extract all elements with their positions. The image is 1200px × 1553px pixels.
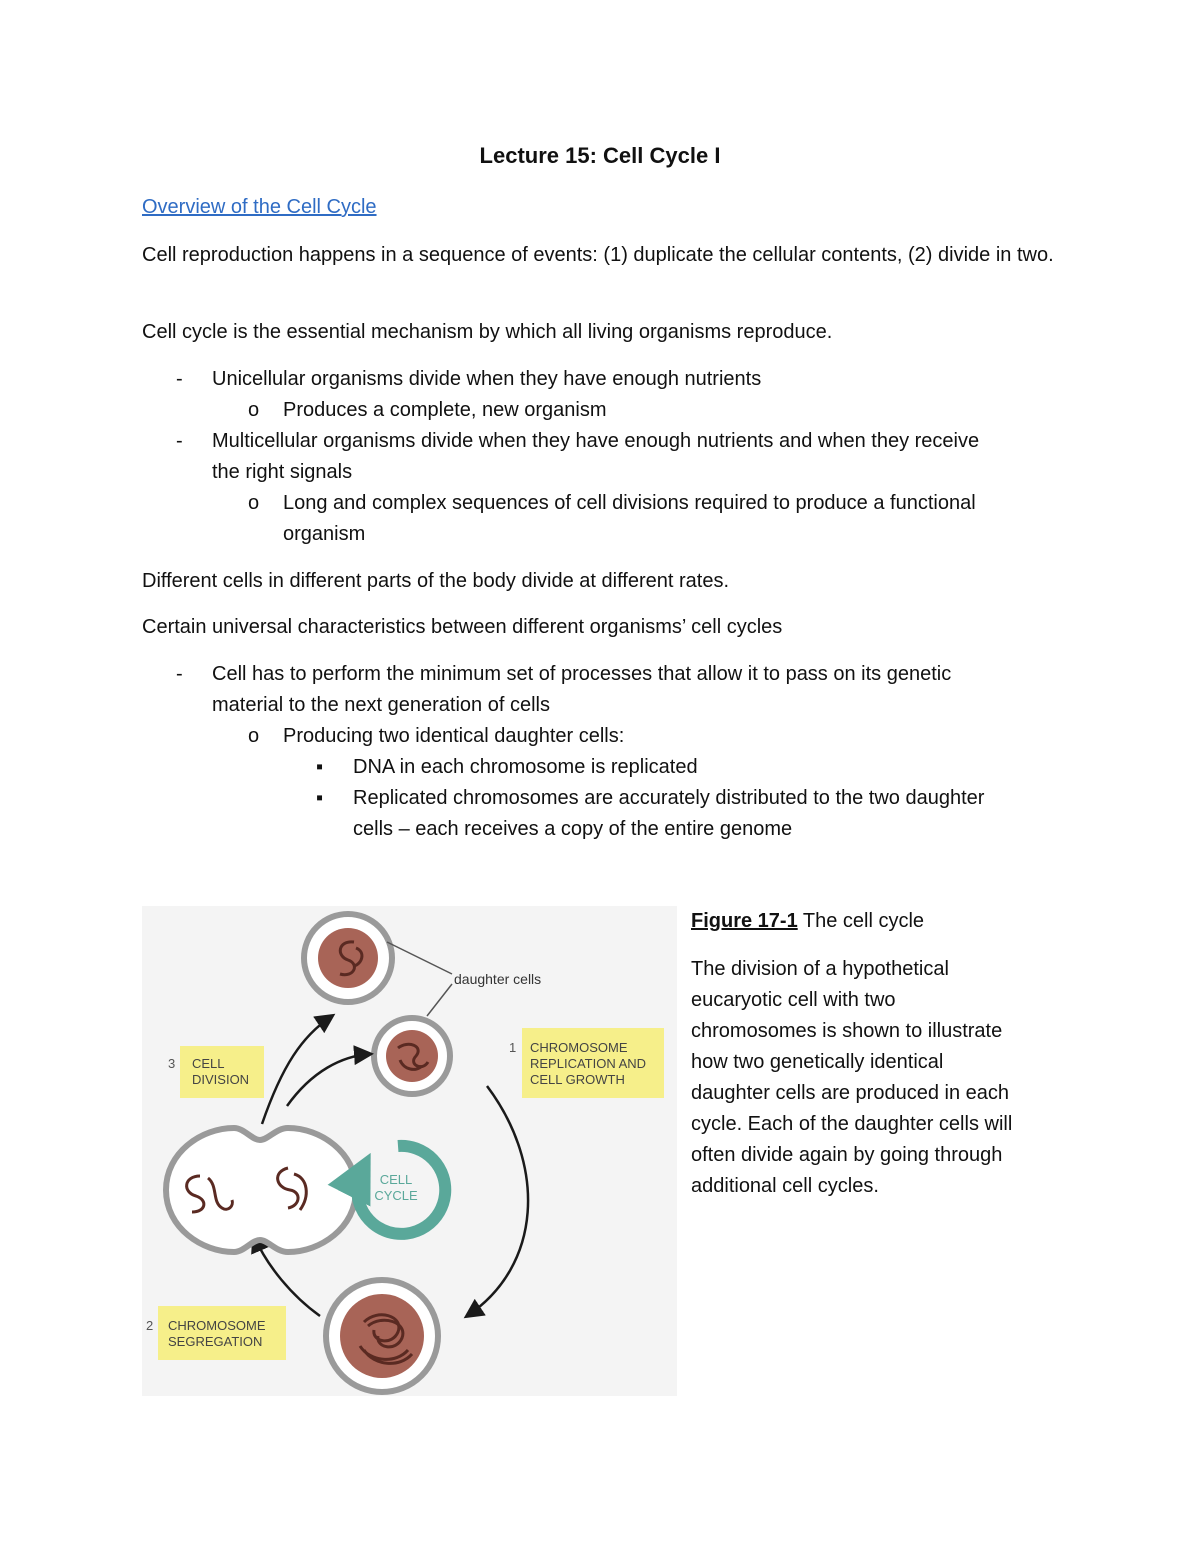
paragraph-different-rates: Different cells in different parts of the body divide at different rates. bbox=[142, 570, 730, 592]
dash-marker: - bbox=[176, 663, 183, 685]
figure-caption-title bbox=[691, 906, 1051, 937]
step-3-line2: DIVISION bbox=[192, 1072, 250, 1087]
dividing-cell bbox=[166, 1128, 356, 1252]
list-subitem-identical-daughters: Producing two identical daughter cells: bbox=[283, 725, 625, 747]
list-item-unicellular: Unicellular organisms divide when they have enough nutrients bbox=[212, 368, 762, 390]
list-item-multicellular-line2: the right signals bbox=[212, 461, 353, 483]
list-subitem-complex-sequences-line2: organism bbox=[283, 523, 366, 545]
list-subitem-complete-organism: Produces a complete, new organism bbox=[283, 399, 607, 421]
step-3-number: 3 bbox=[168, 1056, 176, 1071]
circle-marker: o bbox=[248, 399, 260, 421]
paragraph-cell-reproduction: Cell reproduction happens in a sequence of events: (1) duplicate the cellular contents, (2) divide in two. bbox=[142, 244, 1054, 266]
step-1-line1: CHROMOSOME bbox=[530, 1040, 628, 1055]
step-1-line2: REPLICATION AND bbox=[530, 1056, 647, 1071]
label-box-2 bbox=[158, 1306, 286, 1360]
square-marker: ▪ bbox=[316, 756, 324, 778]
section-heading-link[interactable]: Overview of the Cell Cycle bbox=[142, 196, 377, 218]
step-2-line2: SEGREGATION bbox=[168, 1334, 263, 1349]
caption-line: additional cell cycles. bbox=[691, 1175, 879, 1197]
caption-line: cycle. Each of the daughter cells will bbox=[691, 1113, 1013, 1135]
list-subsubitem-distributed-line2: cells – each receives a copy of the entire genome bbox=[353, 818, 793, 840]
dash-marker: - bbox=[176, 430, 183, 452]
dash-marker: - bbox=[176, 368, 183, 390]
cell-cycle-figure bbox=[142, 906, 677, 1396]
page-title: Lecture 15: Cell Cycle I bbox=[479, 143, 721, 168]
list-item-multicellular-line1: Multicellular organisms divide when they have enough nutrients and when they receive bbox=[212, 430, 980, 452]
paragraph-universal-characteristics: Certain universal characteristics between different organisms’ cell cycles bbox=[142, 616, 783, 638]
list-subsubitem-dna-replicated: DNA in each chromosome is replicated bbox=[353, 756, 698, 778]
caption-line: chromosomes is shown to illustrate bbox=[691, 1020, 1003, 1042]
list-subsubitem-distributed-line1: Replicated chromosomes are accurately distributed to the two daughter bbox=[353, 787, 985, 809]
caption-line: how two genetically identical bbox=[691, 1051, 944, 1073]
caption-line: eucaryotic cell with two bbox=[691, 989, 896, 1011]
circle-marker: o bbox=[248, 725, 260, 747]
step-2-number: 2 bbox=[146, 1318, 154, 1333]
figure-title-rest: The cell cycle bbox=[797, 910, 925, 932]
cell-cycle-diagram bbox=[142, 906, 677, 1396]
figure-label: Figure 17-1 bbox=[691, 910, 798, 932]
cycle-label-line2: CYCLE bbox=[374, 1188, 418, 1203]
list-item-minimum-processes-line1: Cell has to perform the minimum set of processes that allow it to pass on its genetic bbox=[212, 663, 952, 685]
step-3-line1: CELL bbox=[192, 1056, 225, 1071]
step-1-line3: CELL GROWTH bbox=[530, 1072, 625, 1087]
square-marker: ▪ bbox=[316, 787, 324, 809]
replicated-chromosome-cell bbox=[326, 1280, 438, 1392]
list-subitem-complex-sequences-line1: Long and complex sequences of cell divisions required to produce a functional bbox=[283, 492, 976, 514]
daughter-cell-right bbox=[374, 1018, 450, 1094]
step-1-number: 1 bbox=[509, 1040, 517, 1055]
list-item-minimum-processes-line2: material to the next generation of cells bbox=[212, 694, 550, 716]
cell-cycle-center-icon bbox=[357, 1146, 445, 1234]
caption-line: The division of a hypothetical bbox=[691, 958, 949, 980]
daughter-cell-top bbox=[304, 914, 392, 1002]
caption-line: often divide again by going through bbox=[691, 1144, 1003, 1166]
figure-caption-body bbox=[691, 954, 1051, 1202]
arrow-to-segregation-cell bbox=[467, 1086, 528, 1316]
step-2-line1: CHROMOSOME bbox=[168, 1318, 266, 1333]
circle-marker: o bbox=[248, 492, 260, 514]
daughter-cells-label: daughter cells bbox=[454, 971, 542, 987]
caption-line: daughter cells are produced in each bbox=[691, 1082, 1009, 1104]
cycle-label-line1: CELL bbox=[379, 1172, 413, 1187]
paragraph-cell-cycle-mechanism: Cell cycle is the essential mechanism by which all living organisms reproduce. bbox=[142, 321, 833, 343]
arrow-to-right-daughter bbox=[287, 1054, 370, 1106]
